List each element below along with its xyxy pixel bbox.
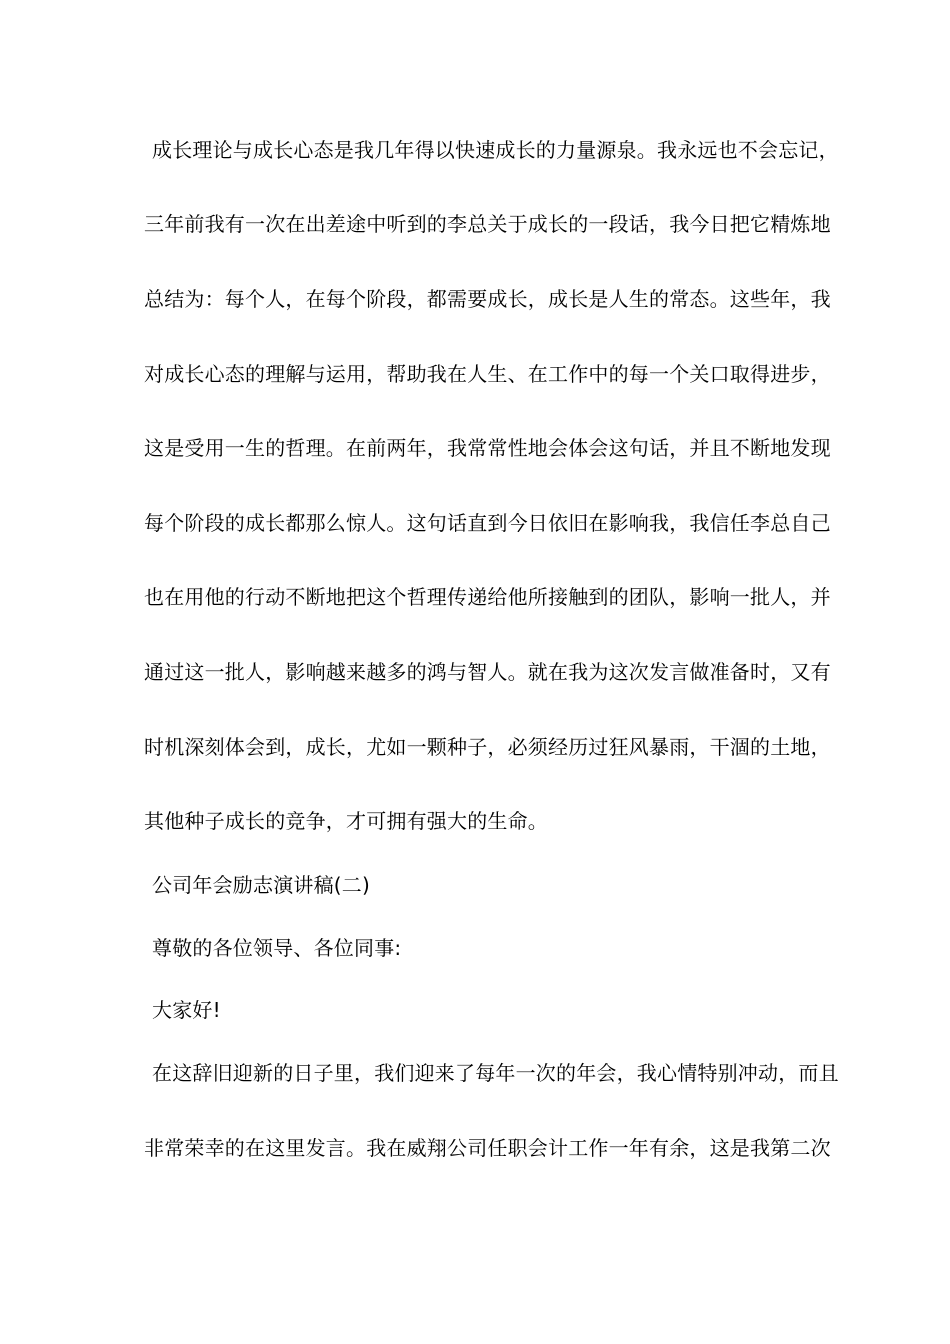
paragraph-1-line-7: 也在用他的行动不断地把这个哲理传递给他所接触到的团队，影响一批人，并 [144,585,831,609]
paragraph-1-line-3: 总结为：每个人，在每个阶段，都需要成长，成长是人生的常态。这些年，我 [144,287,831,311]
paragraph-1-line-2: 三年前我有一次在出差途中听到的李总关于成长的一段话，我今日把它精炼地 [144,212,831,236]
paragraph-1-line-10: 其他种子成长的竞争，才可拥有强大的生命。 [144,809,548,833]
paragraph-1-line-8: 通过这一批人，影响越来越多的鸿与智人。就在我为这次发言做准备时，又有 [144,660,831,684]
paragraph-1-line-9: 时机深刻体会到，成长，尤如一颗种子，必须经历过狂风暴雨，干涸的土地， [144,735,831,759]
paragraph-1-line-1: 成长理论与成长心态是我几年得以快速成长的力量源泉。我永远也不会忘记， [152,138,839,162]
greeting: 大家好! [152,998,221,1022]
salutation: 尊敬的各位领导、各位同事: [152,936,402,960]
paragraph-1-line-4: 对成长心态的理解与运用，帮助我在人生、在工作中的每一个关口取得进步， [144,362,831,386]
paragraph-1-line-6: 每个阶段的成长都那么惊人。这句话直到今日依旧在影响我，我信任李总自己 [144,511,831,535]
paragraph-2-line-2: 非常荣幸的在这里发言。我在威翔公司任职会计工作一年有余，这是我第二次 [144,1136,831,1160]
paragraph-2-line-1: 在这辞旧迎新的日子里，我们迎来了每年一次的年会，我心情特别冲动，而且 [152,1061,839,1085]
section-title: 公司年会励志演讲稿(二) [152,873,371,897]
paragraph-1-line-5: 这是受用一生的哲理。在前两年，我常常性地会体会这句话，并且不断地发现 [144,436,831,460]
